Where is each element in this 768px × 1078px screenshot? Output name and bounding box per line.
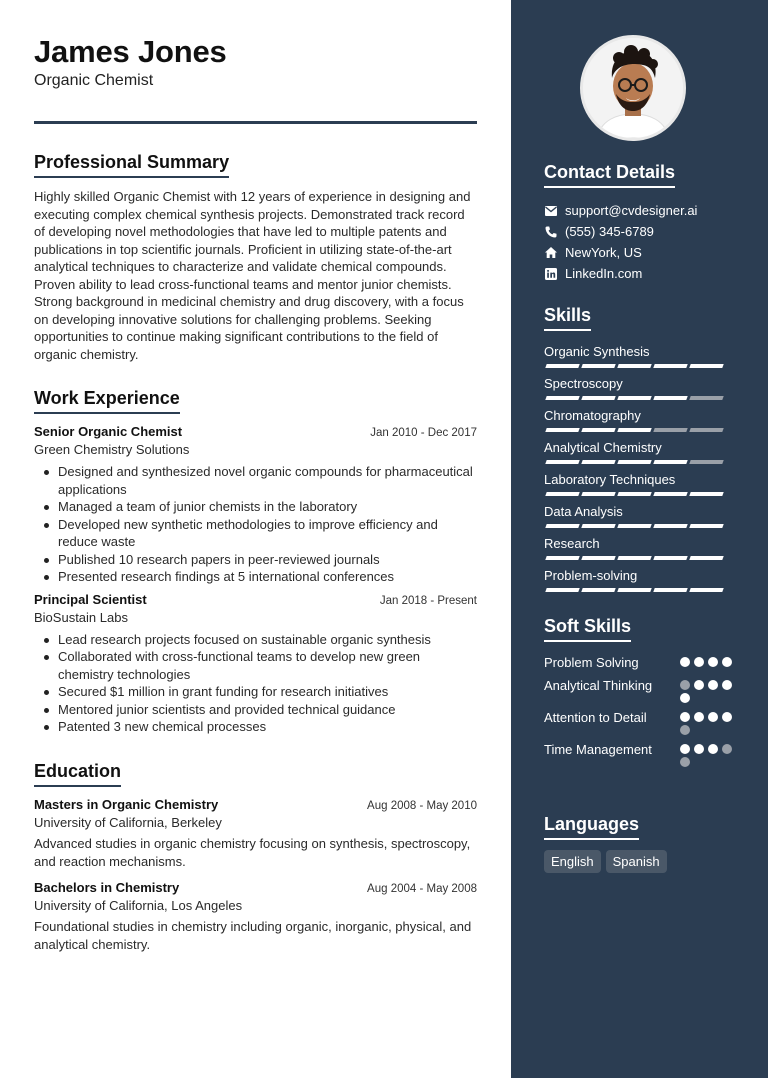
soft-skill-name: Time Management xyxy=(544,742,652,757)
skill-level-segment xyxy=(545,460,579,464)
contact-email[interactable] xyxy=(544,200,736,221)
languages-section xyxy=(544,814,736,873)
skill-level-segment xyxy=(653,460,687,464)
soft-skill-rating xyxy=(680,741,736,767)
skill-level-segment xyxy=(617,460,651,464)
work-section xyxy=(34,388,477,742)
phone-icon xyxy=(544,225,557,238)
summary-heading: Professional Summary xyxy=(34,152,229,178)
candidate-title: Organic Chemist xyxy=(34,72,154,89)
skill-level-segment xyxy=(689,492,723,496)
soft-skill-rating xyxy=(680,709,736,735)
soft-skill-rating xyxy=(680,677,736,703)
summary-text: Highly skilled Organic Chemist with 12 years of experience in designing and executing complex chemical synthesis projects. Demonstrated track record of developing novel methodologies that have led to multiple patents and publications in top scientific journals. Proficient in utilizing state-of-the-art analytical techniques to characterize and validate chemical compounds. Proven ability to lead cross-functional teams and mentor junior chemists. Strong background in medicinal chemistry and drug discovery, with a focus on developing innovative solutions for challenging problems. Seeking opportunities to continue making significant contributions to the field of organic chemistry. xyxy=(34,189,471,362)
languages-list xyxy=(544,850,736,873)
job-role: Principal Scientist xyxy=(34,591,147,607)
skill-level-segment xyxy=(689,556,723,560)
skill-name: Chromatography xyxy=(544,408,641,423)
rating-dot xyxy=(722,744,732,754)
contact-heading: Contact Details xyxy=(544,162,675,188)
skill-level-segment xyxy=(617,364,651,368)
skill-item xyxy=(544,472,736,496)
bullet-item: Mentored junior scientists and provided technical guidance xyxy=(34,701,477,719)
skill-level-segment xyxy=(545,524,579,528)
skill-level-segment xyxy=(581,364,615,368)
skill-level-bar xyxy=(546,364,736,368)
linkedin-icon xyxy=(544,267,557,280)
skill-level-segment xyxy=(653,524,687,528)
bullet-item: Presented research findings at 5 international conferences xyxy=(34,568,477,586)
rating-dot xyxy=(694,712,704,722)
contact-linkedin-text: LinkedIn.com xyxy=(565,266,643,281)
skill-level-segment xyxy=(617,492,651,496)
skill-level-segment xyxy=(581,588,615,592)
degree: Bachelors in Chemistry xyxy=(34,880,180,895)
contact-phone-text: (555) 345-6789 xyxy=(565,224,654,239)
skill-item xyxy=(544,568,736,592)
contact-location-text: NewYork, US xyxy=(565,245,642,260)
skill-level-segment xyxy=(545,364,579,368)
skill-level-segment xyxy=(653,428,687,432)
education-section xyxy=(34,761,477,963)
skill-level-segment xyxy=(653,556,687,560)
rating-dot xyxy=(694,744,704,754)
skills-heading: Skills xyxy=(544,305,591,331)
education-description: Foundational studies in chemistry including organic, inorganic, physical, and analytical chemistry. xyxy=(34,919,472,952)
skill-item xyxy=(544,408,736,432)
skill-item xyxy=(544,504,736,528)
soft-skill-name: Problem Solving xyxy=(544,655,639,670)
skill-item xyxy=(544,440,736,464)
skill-name: Analytical Chemistry xyxy=(544,440,662,455)
skill-level-segment xyxy=(689,460,723,464)
job-role: Senior Organic Chemist xyxy=(34,424,183,439)
skill-level-segment xyxy=(545,428,579,432)
bullet-item: Managed a team of junior chemists in the laboratory xyxy=(34,498,477,516)
candidate-name: James Jones xyxy=(34,34,227,69)
soft-skill-name: Attention to Detail xyxy=(544,710,647,725)
bullet-item: Developed new synthetic methodologies to improve efficiency and reduce waste xyxy=(34,516,477,551)
skill-level-segment xyxy=(653,492,687,496)
skill-level-segment xyxy=(689,524,723,528)
job-dates: Jan 2018 - Present xyxy=(379,594,477,607)
job-company: BioSustain Labs xyxy=(34,609,128,625)
summary-section xyxy=(34,152,477,363)
skill-level-bar xyxy=(546,428,736,432)
skill-level-segment xyxy=(617,396,651,400)
skills-list xyxy=(544,344,736,592)
contact-linkedin[interactable] xyxy=(544,263,736,284)
bullet-item: Collaborated with cross-functional teams to develop new green chemistry technologies xyxy=(34,648,477,683)
school: University of California, Berkeley xyxy=(34,815,222,830)
contact-phone[interactable] xyxy=(544,221,736,242)
skill-level-segment xyxy=(689,588,723,592)
skill-level-bar xyxy=(546,492,736,496)
education-dates: Aug 2004 - May 2008 xyxy=(367,883,477,895)
skill-level-segment xyxy=(545,556,579,560)
rating-dot xyxy=(708,657,718,667)
skill-level-segment xyxy=(581,460,615,464)
school: University of California, Los Angeles xyxy=(34,898,243,913)
education-entry xyxy=(34,880,477,953)
skill-level-segment xyxy=(581,492,615,496)
rating-dot xyxy=(694,680,704,690)
job-entry xyxy=(34,424,477,586)
skill-level-segment xyxy=(617,524,651,528)
skill-level-bar xyxy=(546,524,736,528)
skill-level-segment xyxy=(689,364,723,368)
skill-name: Data Analysis xyxy=(544,504,623,519)
skill-item xyxy=(544,376,736,400)
skill-name: Problem-solving xyxy=(544,568,638,583)
skill-level-bar xyxy=(546,556,736,560)
soft-skill-item xyxy=(544,677,736,703)
skill-level-segment xyxy=(617,556,651,560)
bullet-item: Lead research projects focused on sustainable organic synthesis xyxy=(34,631,477,649)
job-company: Green Chemistry Solutions xyxy=(34,442,190,457)
soft-skills-section xyxy=(544,616,736,773)
skill-level-bar xyxy=(546,396,736,400)
skill-level-segment xyxy=(545,492,579,496)
rating-dot xyxy=(680,725,690,735)
education-heading: Education xyxy=(34,761,121,787)
skill-level-segment xyxy=(653,396,687,400)
education-entry xyxy=(34,797,477,870)
skill-level-segment xyxy=(689,428,723,432)
job-bullets xyxy=(34,463,477,586)
rating-dot xyxy=(694,657,704,667)
skill-name: Spectroscopy xyxy=(544,376,623,391)
home-icon xyxy=(544,246,557,259)
soft-skill-item xyxy=(544,654,736,671)
skill-name: Research xyxy=(544,536,600,551)
language-tag: Spanish xyxy=(606,850,667,873)
rating-dot xyxy=(708,680,718,690)
rating-dot xyxy=(708,744,718,754)
skill-name: Laboratory Techniques xyxy=(544,472,676,487)
rating-dot xyxy=(680,757,690,767)
bullet-item: Patented 3 new chemical processes xyxy=(34,718,477,736)
soft-skill-item xyxy=(544,741,736,767)
skill-level-segment xyxy=(545,396,579,400)
skill-level-segment xyxy=(581,396,615,400)
sidebar xyxy=(511,0,768,1078)
bullet-item: Designed and synthesized novel organic compounds for pharmaceutical applications xyxy=(34,463,477,498)
rating-dot xyxy=(680,680,690,690)
language-tag: English xyxy=(544,850,601,873)
skill-level-bar xyxy=(546,588,736,592)
soft-skills-list xyxy=(544,654,736,767)
skill-level-segment xyxy=(653,364,687,368)
skill-level-segment xyxy=(581,428,615,432)
skill-level-segment xyxy=(617,588,651,592)
skill-level-bar xyxy=(546,460,736,464)
rating-dot xyxy=(680,693,690,703)
rating-dot xyxy=(722,657,732,667)
soft-skill-item xyxy=(544,709,736,735)
job-dates: Jan 2010 - Dec 2017 xyxy=(370,427,477,439)
soft-skill-name: Analytical Thinking xyxy=(544,678,653,693)
rating-dot xyxy=(680,657,690,667)
work-heading: Work Experience xyxy=(34,388,180,414)
avatar-portrait-icon xyxy=(583,38,683,138)
rating-dot xyxy=(722,680,732,690)
degree: Masters in Organic Chemistry xyxy=(34,797,219,812)
skill-item xyxy=(544,536,736,560)
bullet-item: Published 10 research papers in peer-reviewed journals xyxy=(34,551,477,569)
skills-section xyxy=(544,305,736,600)
skill-name: Organic Synthesis xyxy=(544,344,650,359)
skill-level-segment xyxy=(545,588,579,592)
education-description: Advanced studies in organic chemistry focusing on synthesis, spectroscopy, and reaction mechanisms. xyxy=(34,836,471,869)
contact-email-text: support@cvdesigner.ai xyxy=(565,203,698,218)
contact-location xyxy=(544,242,736,263)
rating-dot xyxy=(708,712,718,722)
rating-dot xyxy=(680,744,690,754)
skill-level-segment xyxy=(653,588,687,592)
contact-section xyxy=(544,162,736,284)
job-bullets xyxy=(34,631,477,736)
skill-item xyxy=(544,344,736,368)
skill-level-segment xyxy=(581,556,615,560)
soft-skill-rating xyxy=(680,654,736,671)
education-dates: Aug 2008 - May 2010 xyxy=(367,800,477,812)
skill-level-segment xyxy=(617,428,651,432)
skill-level-segment xyxy=(689,396,723,400)
rating-dot xyxy=(680,712,690,722)
job-entry xyxy=(34,592,477,736)
header-divider xyxy=(34,121,477,124)
bullet-item: Secured $1 million in grant funding for research initiatives xyxy=(34,683,477,701)
skill-level-segment xyxy=(581,524,615,528)
languages-heading: Languages xyxy=(544,814,639,840)
rating-dot xyxy=(722,712,732,722)
avatar xyxy=(580,35,686,141)
envelope-icon xyxy=(544,204,557,217)
soft-skills-heading: Soft Skills xyxy=(544,616,631,642)
